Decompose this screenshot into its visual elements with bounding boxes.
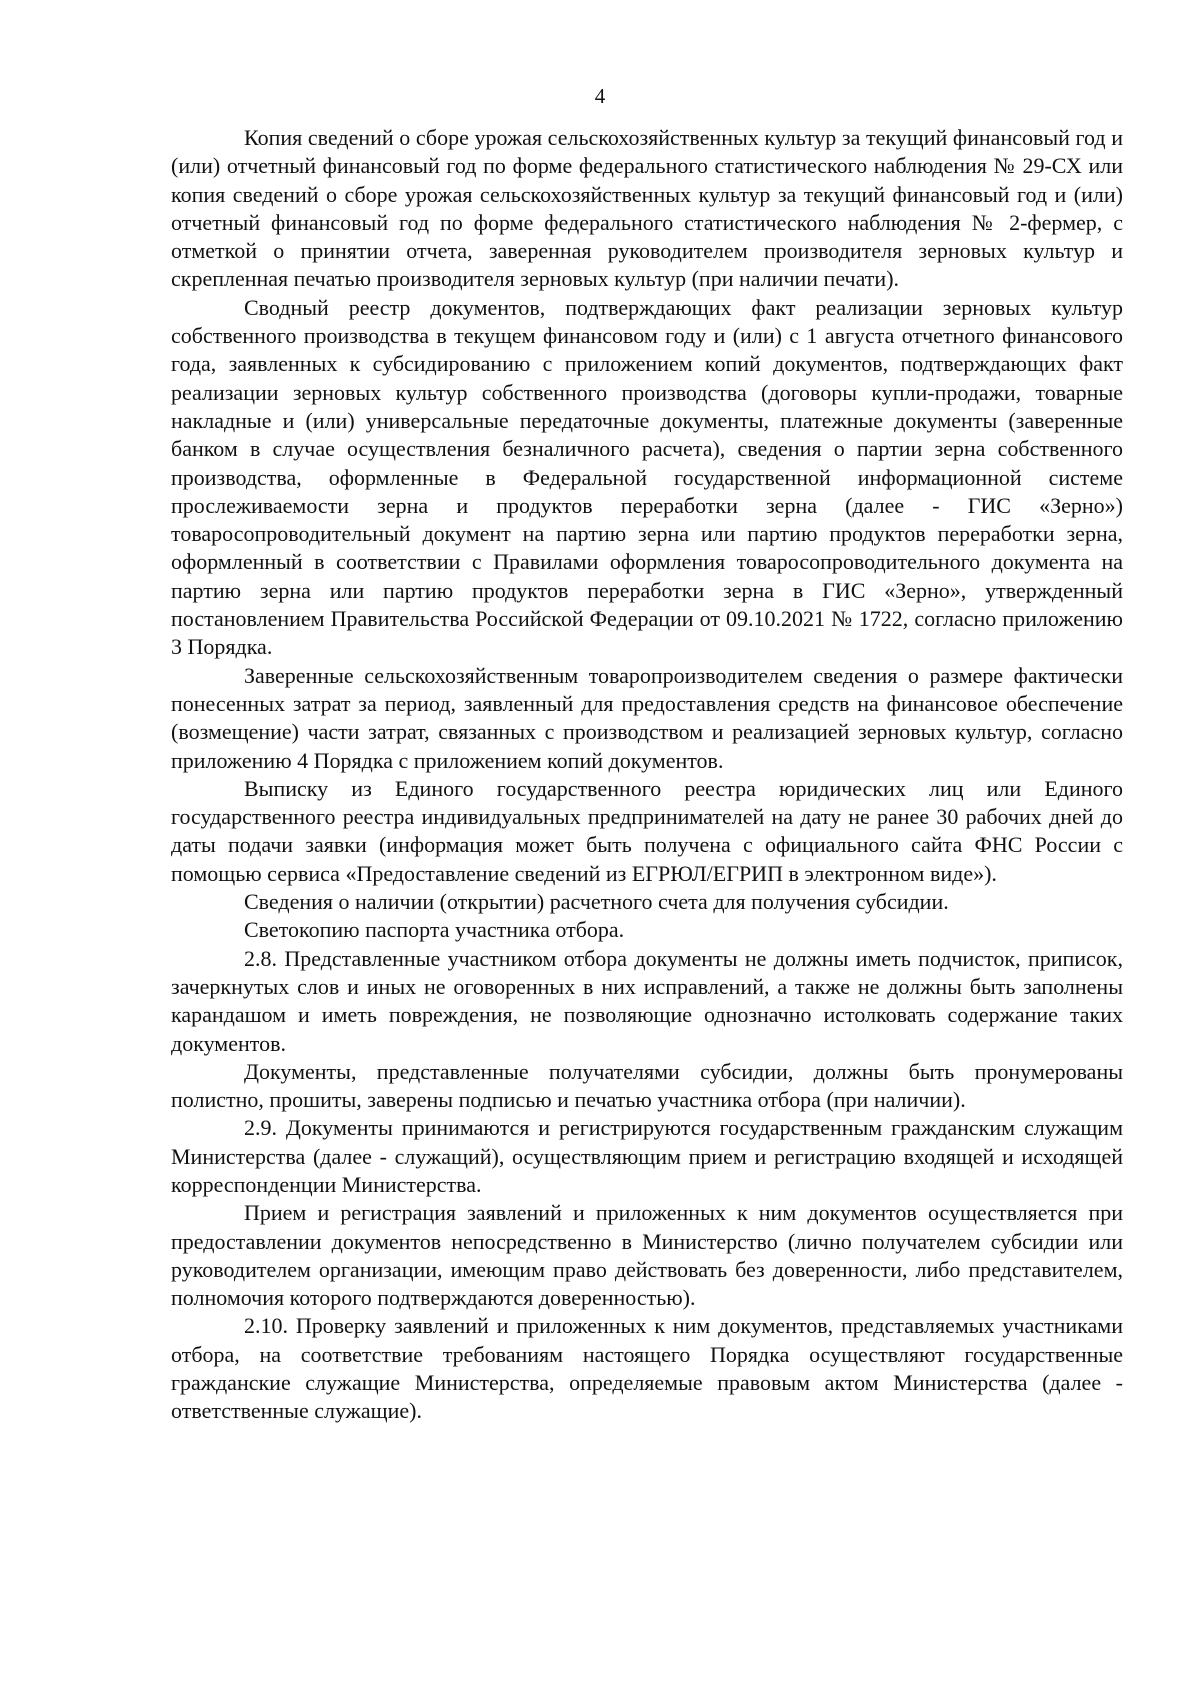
paragraph: Прием и регистрация заявлений и приложенных к ним документов осуществляется при предоставлении документов непосредственно в Министерство (лично получателем субсидии или руководителем организации, имеющим право действовать без доверенности, либо представителем, полномочия которого подтверждаются доверенностью). bbox=[171, 1200, 1123, 1311]
paragraph: Выписку из Единого государственного реестра юридических лиц или Единого государственного реестра индивидуальных предпринимателей на дату не ранее 30 рабочих дней до даты подачи заявки (информация может быть получена с официального сайта ФНС России с помощью сервиса «Предоставление сведений из ЕГРЮЛ/ЕГРИП в электронном виде»). bbox=[171, 775, 1123, 886]
paragraph: Сведения о наличии (открытии) расчетного счета для получения субсидии. bbox=[244, 889, 949, 915]
paragraph: Документы, представленные получателями субсидии, должны быть пронумерованы полистно, прошиты, заверены подписью и печатью участника отбора (при наличии). bbox=[171, 1058, 1123, 1113]
paragraph: 2.9. Документы принимаются и регистрируются государственным гражданским служащим Министерства (далее - служащий), осуществляющим прием и регистрацию входящей и исходящей корреспонденции Министерства. bbox=[171, 1115, 1123, 1197]
paragraph: Копия сведений о сборе урожая сельскохозяйственных культур за текущий финансовый год и (или) отчетный финансовый год по форме федерального статистического наблюдения № 29-СХ или копия сведений о сборе урожая сельскохозяйственных культур за текущий финансовый год и (или) отчетный финансовый год по форме федерального статистического наблюдения № 2-фермер, с отметкой о принятии отчета, заверенная руководителем производителя зерновых культур и скрепленная печатью производителя зерновых культур (при наличии печати). bbox=[171, 125, 1123, 292]
document-body bbox=[171, 124, 1123, 1426]
paragraph: Сводный реестр документов, подтверждающих факт реализации зерновых культур собственного производства в текущем финансовом году и (или) с 1 августа отчетного финансового года, заявленных к субсидированию с приложением копий документов, подтверждающих факт реализации зерновых культур собственного производства (договоры купли-продажи, товарные накладные и (или) универсальные передаточные документы, платежные документы (заверенные банком в случае осуществления безналичного расчета), сведения о партии зерна собственного производства, оформленные в Федеральной государственной информационной системе прослеживаемости зерна и продуктов переработки зерна (далее - ГИС «Зерно») товаросопроводительный документ на партию зерна или партию продуктов переработки зерна, оформленный в соответствии с Правилами оформления товаросопроводительного документа на партию зерна или партию продуктов переработки зерна в ГИС «Зерно», утвержденный постановлением Правительства Российской Федерации от 09.10.2021 № 1722, согласно приложению 3 Порядка. bbox=[171, 294, 1123, 660]
paragraph: Светокопию паспорта участника отбора. bbox=[244, 917, 625, 943]
paragraph: 2.10. Проверку заявлений и приложенных к ним документов, представляемых участниками отбора, на соответствие требованиям настоящего Порядка осуществляют государственные гражданские служащие Министерства, определяемые правовым актом Министерства (далее - ответственные служащие). bbox=[171, 1313, 1123, 1424]
page-number: 4 bbox=[594, 84, 606, 108]
paragraph: 2.8. Представленные участником отбора документы не должны иметь подчисток, приписок, зачеркнутых слов и иных не оговоренных в них исправлений, а также не должны быть заполнены карандашом и иметь повреждения, не позволяющие однозначно истолковать содержание таких документов. bbox=[171, 945, 1123, 1056]
paragraph: Заверенные сельскохозяйственным товаропроизводителем сведения о размере фактически понесенных затрат за период, заявленный для предоставления средств на финансовое обеспечение (возмещение) части затрат, связанных с производством и реализацией зерновых культур, согласно приложению 4 Порядка с приложением копий документов. bbox=[171, 662, 1123, 773]
